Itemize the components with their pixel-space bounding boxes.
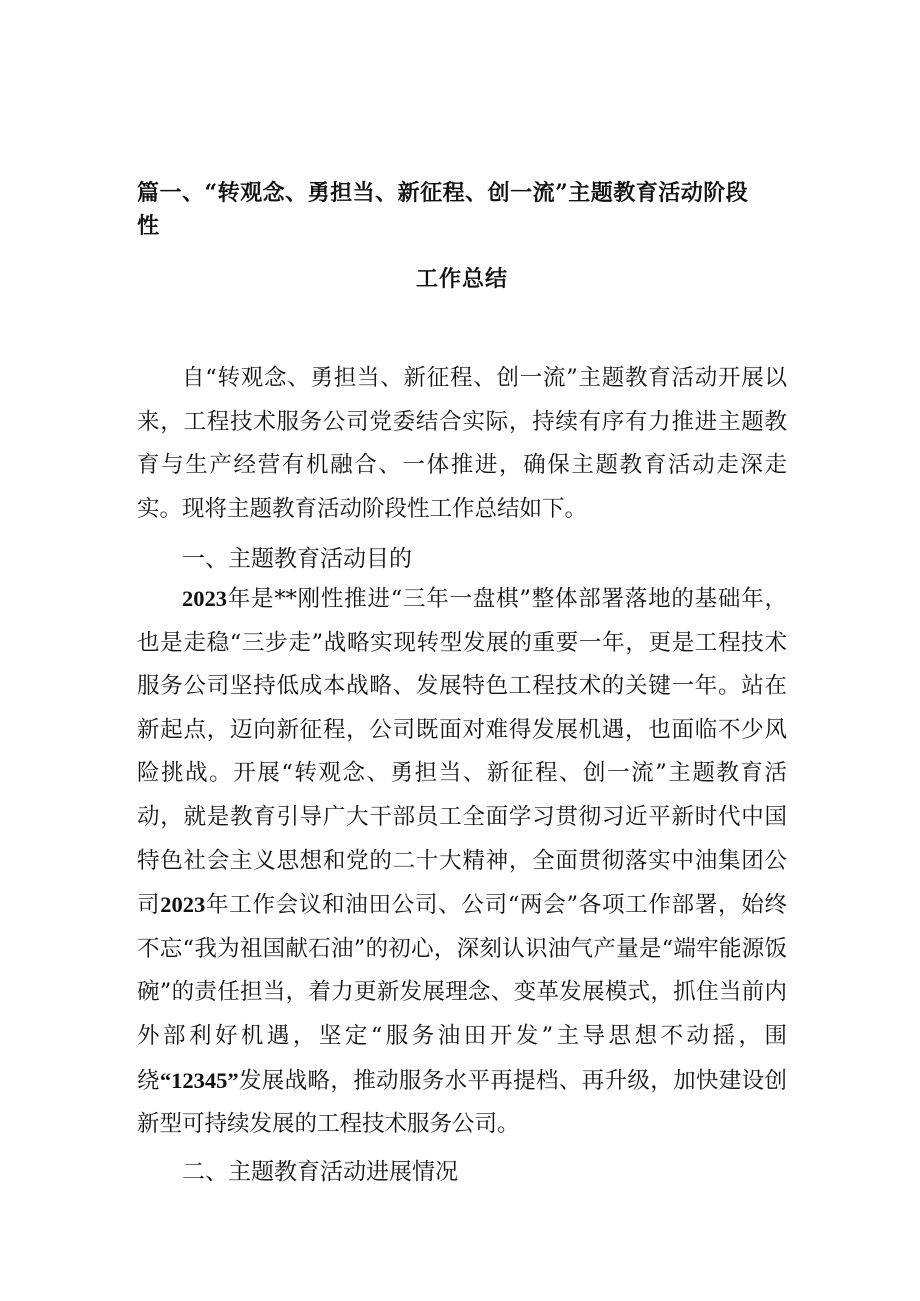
section-1-text-part-1: 年是**刚性推进“三年一盘棋”整体部署落地的基础年，也是走稳“三步走”战略实现转型发展的重要一年，更是工程技术服务公司坚持低成本战略、发展特色工程技术的关键一年。站在新起点，迈向新征程，公司既面对难得发展机遇，也面临不少风险挑战。开展“转观念、勇担当、新征程、创一流”主题教育活动，就是教育引导广大干部员工全面学习贯彻习近平新时代中国特色社会主义思想和党的二十大精神，全面贯彻落实中油集团公司 (137, 586, 787, 919)
section-1-heading: 一、主题教育活动目的 (182, 546, 412, 572)
strategy-number: “12345” (159, 1067, 239, 1093)
document-title-line-2: 性 (137, 213, 160, 239)
section-1-paragraph (137, 577, 787, 1147)
year-number-2: 2023 (160, 892, 206, 918)
section-1-text-part-3: 发展战略，推动服务水平再提档、再升级，加快建设创新型可持续发展的工程技术服务公司。 (137, 1067, 787, 1138)
document-subtitle: 工作总结 (415, 266, 508, 292)
section-1-text-part-2: 年工作会议和油田公司、公司“两会”各项工作部署，始终不忘“我为祖国献石油”的初心，深刻认识油气产量是“端牢能源饭碗”的责任担当，着力更新发展理念、变革发展模式，抓住当前内外部利好机遇，坚定“服务油田开发”主导思想不动摇，围绕 (137, 892, 787, 1094)
intro-paragraph: 自“转观念、勇担当、新征程、创一流”主题教育活动开展以来，工程技术服务公司党委结合实际，持续有序有力推进主题教育与生产经营有机融合、一体推进，确保主题教育活动走深走实。现将主题教育活动阶段性工作总结如下。 (137, 365, 787, 522)
year-number: 2023 (182, 586, 227, 611)
section-2-heading: 二、主题教育活动进展情况 (182, 1159, 458, 1185)
document-title-line-1: 篇一、“转观念、勇担当、新征程、创一流”主题教育活动阶段 (137, 180, 749, 206)
